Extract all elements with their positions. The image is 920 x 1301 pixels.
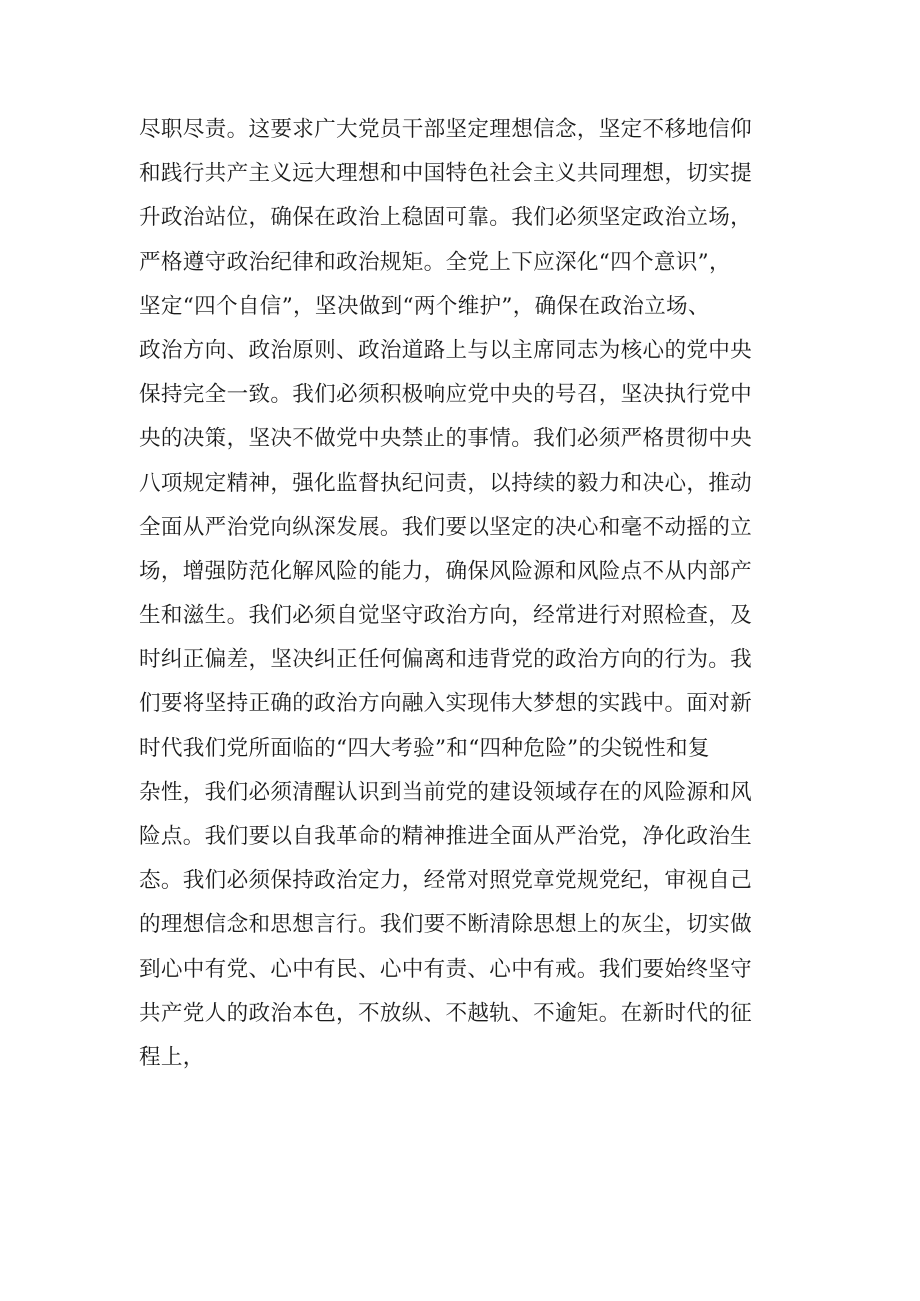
- text-line: 的理想信念和思想言行。我们要不断清除思想上的灰尘，切实做: [139, 912, 753, 938]
- text-line: 态。我们必须保持政治定力，经常对照党章党规党纪，审视自己: [139, 868, 753, 894]
- text-line: 到心中有党、心中有民、心中有责、心中有戒。我们要始终坚守: [139, 956, 753, 982]
- text-line: 时代我们党所面临的“四大考验”和“四种危险”的尖锐性和复: [139, 735, 710, 761]
- text-line: 杂性，我们必须清醒认识到当前党的建设领域存在的风险源和风: [139, 779, 753, 805]
- text-line: 险点。我们要以自我革命的精神推进全面从严治党，净化政治生: [139, 824, 753, 849]
- text-line: 政治方向、政治原则、政治道路上与以主席同志为核心的党中央: [139, 337, 753, 363]
- text-line: 升政治站位，确保在政治上稳固可靠。我们必须坚定政治立场，: [139, 205, 753, 231]
- text-line: 严格遵守政治纪律和政治规矩。全党上下应深化“四个意识”，: [139, 249, 731, 275]
- text-line: 程上，: [139, 1044, 205, 1070]
- text-line: 尽职尽责。这要求广大党员干部坚定理想信念，坚定不移地信仰: [139, 117, 753, 142]
- text-line: 保持完全一致。我们必须积极响应党中央的号召，坚决执行党中: [139, 382, 753, 408]
- text-line: 们要将坚持正确的政治方向融入实现伟大梦想的实践中。面对新: [139, 691, 753, 717]
- text-line: 八项规定精神，强化监督执纪问责，以持续的毅力和决心，推动: [139, 470, 753, 496]
- text-line: 央的决策，坚决不做党中央禁止的事情。我们必须严格贯彻中央: [139, 426, 753, 452]
- text-line: 共产党人的政治本色，不放纵、不越轨、不逾矩。在新时代的征: [139, 1000, 753, 1026]
- text-line: 和践行共产主义远大理想和中国特色社会主义共同理想，切实提: [139, 161, 753, 187]
- text-line: 时纠正偏差，坚决纠正任何偏离和违背党的政治方向的行为。我: [139, 647, 753, 673]
- text-line: 生和滋生。我们必须自觉坚守政治方向，经常进行对照检查，及: [139, 603, 753, 629]
- text-line: 场，增强防范化解风险的能力，确保风险源和风险点不从内部产: [139, 558, 753, 584]
- text-line: 坚定“四个自信”，坚决做到“两个维护”，确保在政治立场、: [139, 293, 710, 319]
- body-paragraph: [139, 108, 799, 1080]
- text-line: 全面从严治党向纵深发展。我们要以坚定的决心和毫不动摇的立: [139, 514, 753, 540]
